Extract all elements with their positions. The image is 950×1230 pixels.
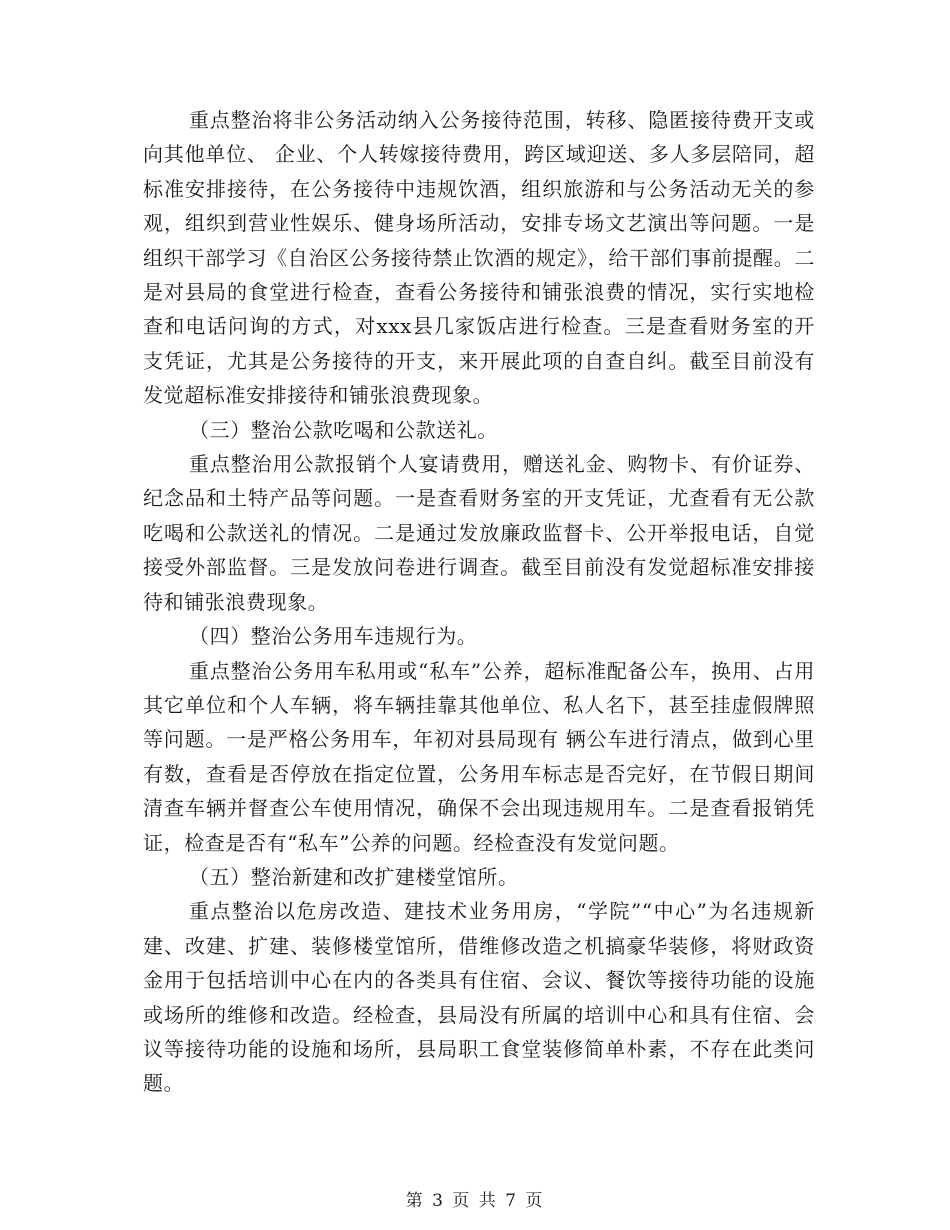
heading-building-construction: （五）整治新建和改扩建楼堂馆所。: [189, 864, 519, 889]
paragraph-public-funds-dining: 重点整治用公款报销个人宴请费用，赠送礼金、购物卡、有价证券、纪念品和土特产品等问题。一是查看财务室的开支凭证，尤查看有无公款吃喝和公款送礼的情况。二是通过发放廉政监督卡、公开举报电话，自觉接受外部监督。三是发放问卷进行调查。截至目前没有发觉超标准安排接待和铺张浪费现象。: [143, 452, 815, 614]
paragraph-official-vehicles: 重点整治公务用车私用或“私车”公养，超标准配备公车，换用、占用其它单位和个人车辆，将车辆挂靠其他单位、私人名下，甚至挂虚假牌照等问题。一是严格公务用车，年初对县局现有 辆公车进行清点，做到心里有数，查看是否停放在指定位置，公务用车标志是否完好，在节假日期间清查车辆并督查公车使用情况，确保不会出现违规用车。二是查看报销凭证，检查是否有“私车”公养的问题。经检查没有发觉问题。: [143, 658, 815, 855]
heading-public-funds-dining: （三）整治公款吃喝和公款送礼。: [189, 417, 498, 442]
document-body: [143, 103, 815, 1101]
heading-official-vehicles: （四）整治公务用车违规行为。: [189, 624, 478, 649]
paragraph-reception-rectification: 重点整治将非公务活动纳入公务接待范围，转移、隐匿接待费开支或向其他单位、 企业、个人转嫁接待费用，跨区域迎送、多人多层陪同，超标准安排接待，在公务接待中违规饮酒，组织旅游和与公务活动无关的参观，组织到营业性娱乐、健身场所活动，安排专场文艺演出等问题。一是组织干部学习《自治区公务接待禁止饮酒的规定》，给干部们事前提醒。二是对县局的食堂进行检查，查看公务接待和铺张浪费的情况，实行实地检查和电话问询的方式，对xxx县几家饭店进行检查。三是查看财务室的开支凭证，尤其是公务接待的开支，来开展此项的自查自纠。截至目前没有发觉超标准安排接待和铺张浪费现象。: [143, 108, 815, 408]
paragraph-building-construction: 重点整治以危房改造、建技术业务用房，“学院”“中心”为名违规新建、改建、扩建、装修楼堂馆所，借维修改造之机搞豪华装修，将财政资金用于包括培训中心在内的各类具有住宿、会议、餐饮等接待功能的设施或场所的维修和改造。经检查，县局没有所属的培训中心和具有住宿、会议等接待功能的设施和场所，县局职工食堂装修简单朴素，不存在此类问题。: [143, 899, 815, 1096]
page-number-footer: 第 3 页 共 7 页: [405, 1191, 545, 1211]
